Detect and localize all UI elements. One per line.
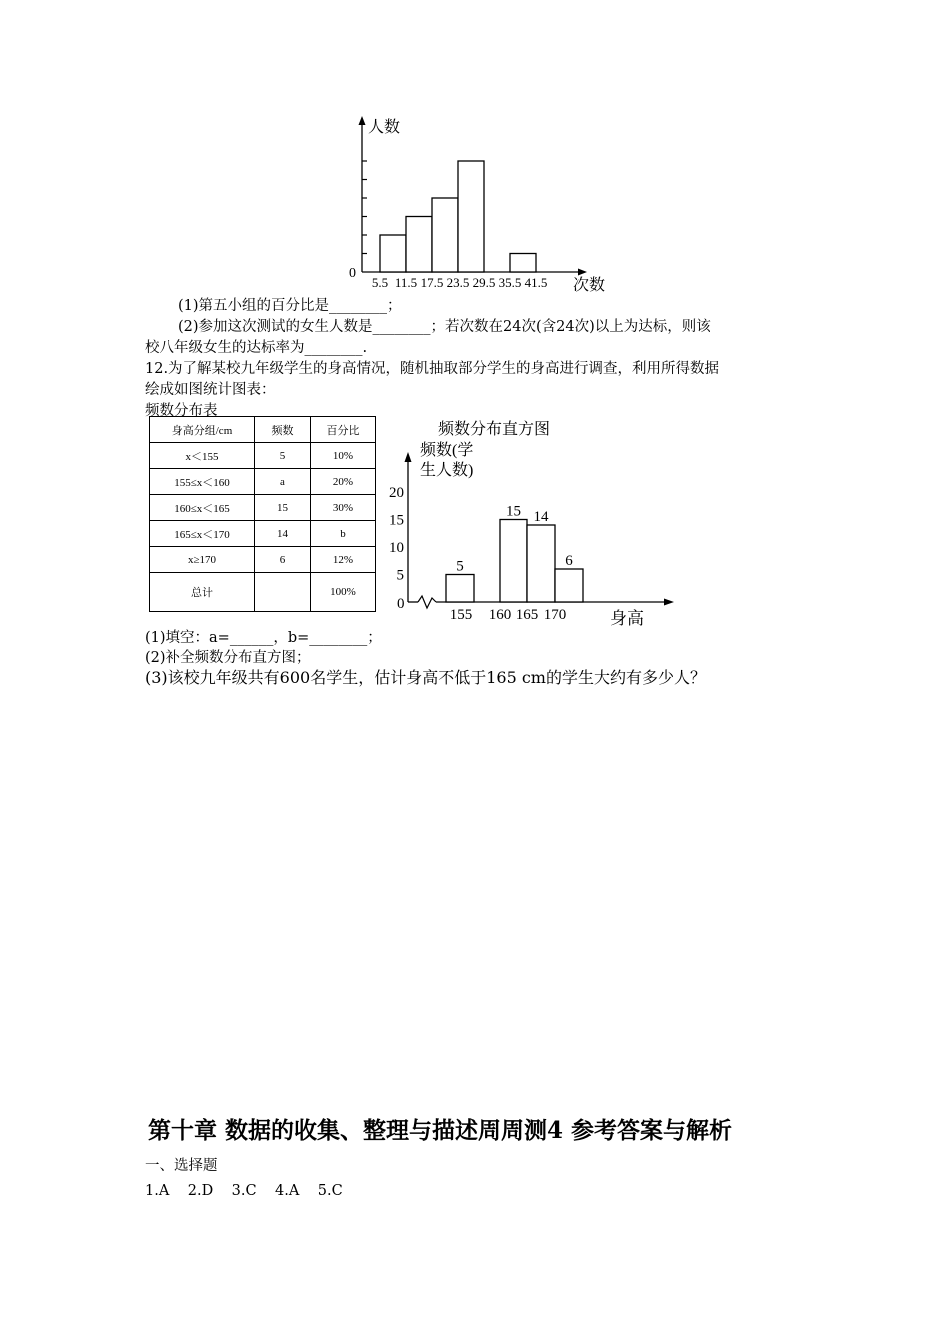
y-axis-arrow bbox=[405, 452, 412, 462]
x-tick-label: 170 bbox=[543, 607, 567, 623]
x-tick-labels bbox=[372, 275, 548, 290]
x-tick-label: 23.5 bbox=[446, 275, 470, 290]
q12-stem-cont: 绘成如图统计图表： bbox=[145, 382, 276, 398]
x-tick-label: 165 bbox=[515, 607, 539, 623]
table-row bbox=[150, 443, 376, 469]
x-tick-label: 29.5 bbox=[472, 275, 496, 290]
histogram-bar bbox=[432, 198, 458, 272]
x-axis-arrow bbox=[578, 269, 587, 276]
y-tick-label: 20 bbox=[389, 485, 404, 501]
cell-group: x＜155 bbox=[150, 443, 255, 469]
table-row bbox=[150, 469, 376, 495]
table-total-row bbox=[150, 573, 376, 612]
cell-group: 总计 bbox=[150, 573, 255, 612]
histogram-bar bbox=[527, 525, 555, 602]
cell-frequency: 6 bbox=[255, 547, 311, 573]
x-tick-label: 35.5 bbox=[498, 275, 522, 290]
x-tick-label: 160 bbox=[488, 607, 512, 623]
answers-section-heading: 一、选择题 bbox=[145, 1158, 218, 1174]
cell-frequency: 15 bbox=[255, 495, 311, 521]
cell-frequency: 5 bbox=[255, 443, 311, 469]
histogram-bar bbox=[555, 569, 583, 602]
y-tick-label: 5 bbox=[396, 567, 404, 584]
table-header-row bbox=[150, 417, 376, 443]
x-tick-label: 41.5 bbox=[524, 275, 548, 290]
axis-break bbox=[418, 596, 436, 608]
y-tick-labels bbox=[389, 485, 404, 584]
bar-value-label: 6 bbox=[565, 553, 573, 569]
histogram-bars bbox=[446, 504, 583, 603]
cell-group: 155≤x＜160 bbox=[150, 469, 255, 495]
x-tick-label: 11.5 bbox=[394, 275, 418, 290]
cell-group: 160≤x＜165 bbox=[150, 495, 255, 521]
cell-frequency bbox=[255, 573, 311, 612]
cell-frequency: 14 bbox=[255, 521, 311, 547]
histogram-bar bbox=[510, 254, 536, 273]
cell-percent: 20% bbox=[311, 469, 376, 495]
histogram-bars bbox=[380, 161, 536, 272]
frequency-table bbox=[149, 416, 376, 612]
q12-part3: (3)该校九年级共有600名学生，估计身高不低于165 cm的学生大约有多少人？ bbox=[145, 668, 706, 687]
q12-part2: (2)补全频数分布直方图； bbox=[145, 650, 311, 666]
x-tick-label: 155 bbox=[449, 607, 473, 623]
histogram-tests bbox=[335, 110, 625, 295]
origin-label: 0 bbox=[397, 596, 405, 612]
y-axis-label-line1: 频数(学 bbox=[420, 442, 474, 459]
q11-part2-cont: 校八年级女生的达标率为________. bbox=[145, 340, 368, 356]
answers-title: 第十章 数据的收集、整理与描述周周测4 参考答案与解析 bbox=[148, 1117, 733, 1144]
chart-title: 频数分布直方图 bbox=[438, 421, 551, 438]
cell-percent: 30% bbox=[311, 495, 376, 521]
answers-choices: 1.A 2.D 3.C 4.A 5.C bbox=[145, 1183, 343, 1199]
origin-label: 0 bbox=[349, 266, 356, 281]
q11-part2: (2)参加这次测试的女生人数是________；若次数在24次(含24次)以上为达标，则该 bbox=[178, 319, 711, 335]
header-frequency: 频数 bbox=[255, 417, 311, 443]
histogram-bar bbox=[458, 161, 484, 272]
cell-percent: 10% bbox=[311, 443, 376, 469]
cell-frequency: a bbox=[255, 469, 311, 495]
q12-part1: (1)填空：a=______，b=________； bbox=[145, 630, 382, 646]
y-ticks bbox=[362, 161, 367, 254]
cell-percent: 100% bbox=[311, 573, 376, 612]
table-caption: 频数分布表 bbox=[145, 403, 218, 419]
x-axis-arrow bbox=[664, 599, 674, 606]
y-tick-label: 15 bbox=[389, 512, 404, 529]
cell-group: 165≤x＜170 bbox=[150, 521, 255, 547]
cell-percent: b bbox=[311, 521, 376, 547]
q11-part1: (1)第五小组的百分比是________； bbox=[178, 298, 402, 314]
bar-value-label: 5 bbox=[456, 558, 464, 575]
q12-stem: 12.为了解某校九年级学生的身高情况，随机抽取部分学生的身高进行调查，利用所得数据 bbox=[145, 361, 720, 377]
cell-percent: 12% bbox=[311, 547, 376, 573]
y-axis-arrow bbox=[359, 116, 366, 125]
y-axis-label: 人数 bbox=[368, 119, 401, 136]
y-axis-label-line2: 生人数) bbox=[420, 462, 474, 479]
histogram-bar bbox=[446, 575, 474, 603]
bar-value-label: 15 bbox=[506, 503, 521, 520]
x-tick-label: 5.5 bbox=[371, 275, 389, 290]
table-row bbox=[150, 521, 376, 547]
x-tick-labels bbox=[450, 607, 567, 623]
x-axis-label: 次数 bbox=[573, 277, 606, 294]
histogram-heights bbox=[378, 412, 678, 634]
histogram-bar bbox=[406, 217, 432, 273]
histogram-bar bbox=[380, 235, 406, 272]
y-tick-label: 10 bbox=[389, 540, 404, 556]
header-group: 身高分组/cm bbox=[150, 417, 255, 443]
header-percent: 百分比 bbox=[311, 417, 376, 443]
histogram-bar bbox=[500, 520, 527, 603]
table-row bbox=[150, 495, 376, 521]
x-tick-label: 17.5 bbox=[420, 275, 444, 290]
table-row bbox=[150, 547, 376, 573]
bar-value-label: 14 bbox=[533, 509, 549, 525]
x-axis-label: 身高 bbox=[610, 609, 644, 628]
cell-group: x≥170 bbox=[150, 547, 255, 573]
